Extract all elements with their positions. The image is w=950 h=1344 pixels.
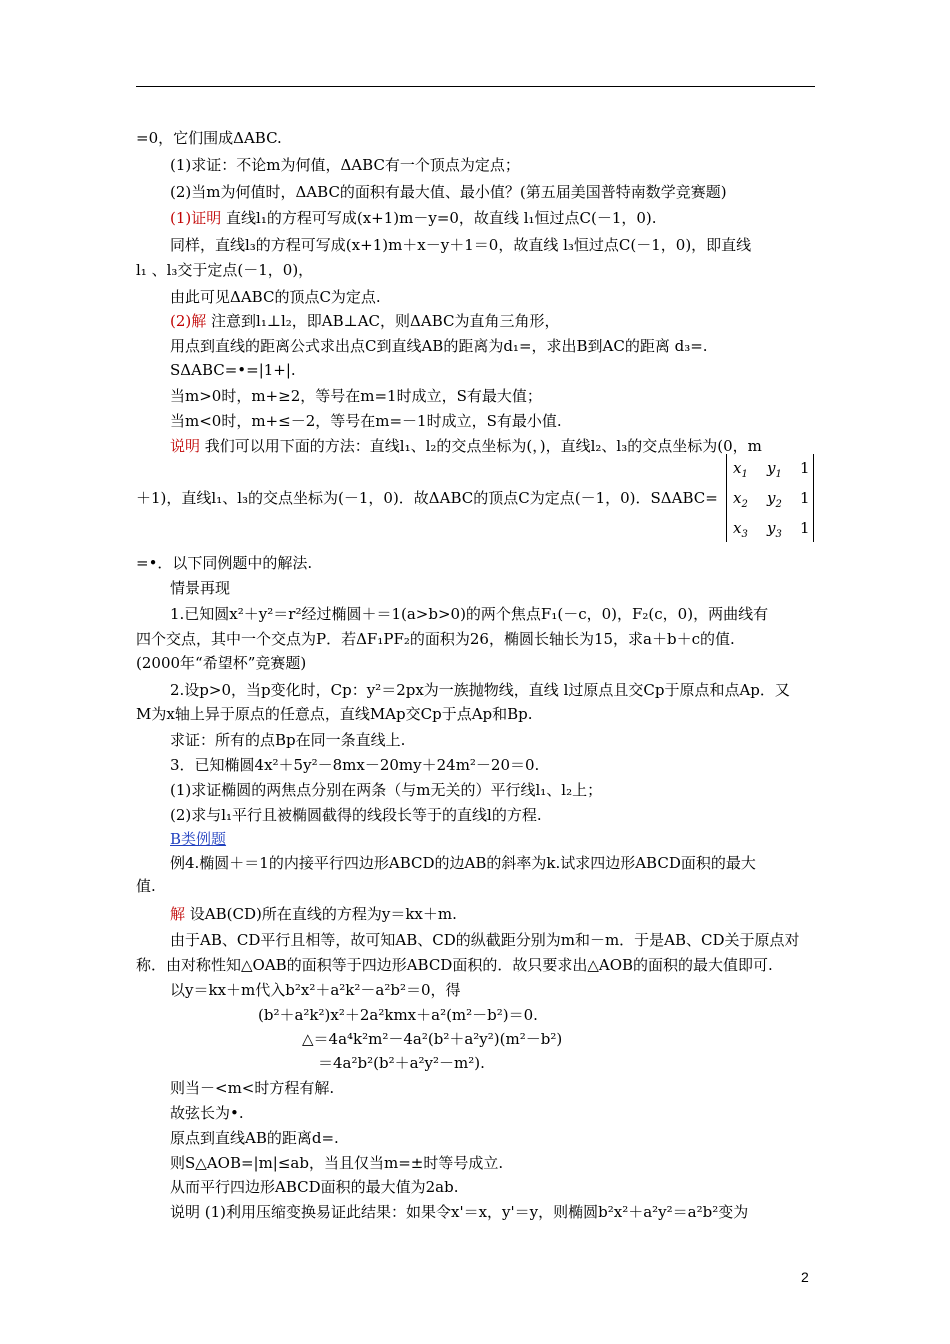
text-line bbox=[170, 730, 405, 750]
text-line bbox=[302, 1029, 562, 1049]
det-cell: $y_1$ bbox=[767, 459, 782, 480]
line-text: 值. bbox=[136, 877, 156, 895]
line-text: △＝4a⁴k²m²－4a²(b²＋a²y²)(m²－b²) bbox=[302, 1030, 563, 1048]
text-line bbox=[170, 436, 762, 456]
det-cell: 1 bbox=[800, 519, 810, 537]
line-text: 用点到直线的距离公式求出点C到直线AB的距离为d₁=，求出B到AC的距离 d₃=. bbox=[170, 337, 708, 355]
text-line bbox=[136, 653, 306, 673]
line-text: ＋1)，直线l₁、l₃的交点坐标为(－1，0)．故ΔABC的顶点C为定点(－1，0)．SΔABC= bbox=[136, 489, 718, 507]
text-line bbox=[170, 287, 381, 307]
section-label: (2)解 bbox=[170, 312, 212, 330]
text-line bbox=[136, 704, 533, 724]
text-line bbox=[170, 780, 602, 800]
line-text: 说明 (1)利用压缩变换易证此结果：如果令x'＝x，y'＝y，则椭圆b²x²＋a²y²＝a²b²变为 bbox=[170, 1203, 749, 1221]
text-line bbox=[170, 360, 296, 380]
text-line bbox=[170, 578, 230, 598]
line-text: 从而平行四边形ABCD面积的最大值为2ab. bbox=[170, 1178, 459, 1196]
text-line bbox=[170, 1202, 748, 1222]
line-text: (2000年“希望杯”竞赛题) bbox=[136, 654, 307, 672]
line-text: 直线l₁的方程可写成(x+1)m－y=0，故直线 l₁恒过点C(－1，0). bbox=[226, 209, 657, 227]
line-text: 1.已知圆x²＋y²＝r²经过椭圆＋＝1(a>b>0)的两个焦点F₁(－c，0)，F₂(c，0)，两曲线有 bbox=[170, 605, 769, 623]
line-text: 同样，直线l₃的方程可写成(x+1)m＋x－y＋1＝0，故直线 l₃恒过点C(－1，0)，即直线 bbox=[170, 236, 752, 254]
text-line bbox=[170, 1128, 339, 1148]
text-line bbox=[170, 386, 542, 406]
line-text: 3．已知椭圆4x²＋5y²－8mx－20my＋24m²－20＝0. bbox=[170, 756, 540, 774]
line-text: 当m<0时，m+≤－2，等号在m=－1时成立，S有最小值. bbox=[170, 412, 562, 430]
text-line bbox=[170, 208, 657, 228]
line-text: 原点到直线AB的距离d=. bbox=[170, 1129, 339, 1147]
text-line bbox=[170, 336, 708, 356]
line-text: 当m>0时，m+≥2，等号在m=1时成立，S有最大值； bbox=[170, 387, 542, 405]
line-text: 设AB(CD)所在直线的方程为y＝kx＋m. bbox=[189, 905, 457, 923]
text-line bbox=[170, 604, 768, 624]
line-text: 我们可以用下面的方法：直线l₁、l₂的交点坐标为(，)，直线l₂、l₃的交点坐标为(0，m bbox=[204, 437, 762, 455]
line-text: =0，它们围成ΔABC. bbox=[136, 129, 282, 147]
text-line bbox=[170, 805, 542, 825]
text-line bbox=[170, 853, 756, 873]
det-cell: 1 bbox=[800, 459, 810, 477]
text-line bbox=[170, 680, 790, 700]
text-line bbox=[170, 235, 751, 255]
det-cell: 1 bbox=[800, 489, 810, 507]
det-cell: $y_3$ bbox=[767, 519, 782, 540]
text-line bbox=[170, 930, 800, 950]
text-line bbox=[136, 629, 735, 649]
text-line bbox=[136, 955, 773, 975]
text-line bbox=[170, 1153, 503, 1173]
line-text: 称．由对称性知△OAB的面积等于四边形ABCD面积的．故只要求出△AOB的面积的最大值即可. bbox=[136, 956, 773, 974]
text-line bbox=[170, 411, 562, 431]
line-text: (1)求证：不论m为何值，ΔABC有一个顶点为定点； bbox=[170, 156, 520, 174]
line-text: SΔABC=•=|1+|. bbox=[170, 361, 296, 379]
det-cell: $x_1$ bbox=[733, 459, 748, 480]
text-line bbox=[136, 260, 313, 280]
section-label: 说明 bbox=[170, 437, 205, 455]
coordinate-determinant bbox=[726, 454, 814, 542]
text-line bbox=[170, 1078, 334, 1098]
line-text: 情景再现 bbox=[170, 579, 231, 597]
text-line bbox=[258, 1005, 538, 1025]
text-line bbox=[318, 1053, 485, 1073]
line-text: (2)当m为何值时，ΔABC的面积有最大值、最小值？(第五届美国普特南数学竞赛题) bbox=[170, 183, 727, 201]
page-number: 2 bbox=[801, 1269, 809, 1285]
det-cell: $y_2$ bbox=[767, 489, 782, 510]
text-line bbox=[136, 553, 312, 573]
text-line bbox=[170, 755, 539, 775]
line-text: 故弦长为•. bbox=[170, 1104, 244, 1122]
det-cell: $x_2$ bbox=[733, 489, 748, 510]
text-line bbox=[170, 1177, 459, 1197]
text-line bbox=[136, 488, 718, 508]
line-text: M为x轴上异于原点的任意点，直线MAp交Cp于点Ap和Bp. bbox=[136, 705, 533, 723]
section-label: (1)证明 bbox=[170, 209, 227, 227]
text-line bbox=[170, 980, 461, 1000]
section-link[interactable]: B类例题 bbox=[170, 830, 227, 848]
text-line bbox=[136, 876, 156, 896]
det-cell: $x_3$ bbox=[733, 519, 748, 540]
text-line bbox=[170, 1103, 244, 1123]
text-line bbox=[170, 829, 226, 849]
line-text: (1)求证椭圆的两焦点分别在两条（与m无关的）平行线l₁、l₂上； bbox=[170, 781, 603, 799]
text-line bbox=[170, 155, 520, 175]
line-text: 由此可见ΔABC的顶点C为定点. bbox=[170, 288, 381, 306]
line-text: 例4.椭圆＋＝1的内接平行四边形ABCD的边AB的斜率为k.试求四边形ABCD面积的最大 bbox=[170, 854, 756, 872]
line-text: ＝4a²b²(b²＋a²y²－m²). bbox=[318, 1054, 485, 1072]
line-text: 注意到l₁⊥l₂，即AB⊥AC，则ΔABC为直角三角形， bbox=[211, 312, 560, 330]
text-line bbox=[170, 182, 727, 202]
line-text: 则S△AOB=|m|≤ab，当且仅当m=±时等号成立. bbox=[170, 1154, 504, 1172]
line-text: l₁ 、l₃交于定点(－1，0)， bbox=[136, 261, 314, 279]
line-text: 四个交点，其中一个交点为P．若ΔF₁PF₂的面积为26，椭圆长轴长为15，求a＋b＋c的值. bbox=[136, 630, 735, 648]
text-line bbox=[170, 311, 559, 331]
line-text: =•．以下同例题中的解法. bbox=[136, 554, 313, 572]
text-line bbox=[170, 904, 457, 924]
line-text: 由于AB、CD平行且相等，故可知AB、CD的纵截距分别为m和－m．于是AB、CD关于原点对 bbox=[170, 931, 800, 949]
section-label: 解 bbox=[170, 905, 190, 923]
line-text: (b²＋a²k²)x²＋2a²kmx＋a²(m²－b²)＝0. bbox=[258, 1006, 538, 1024]
line-text: 求证：所有的点Bp在同一条直线上. bbox=[170, 731, 406, 749]
line-text: 则当－<m<时方程有解. bbox=[170, 1079, 335, 1097]
line-text: 以y＝kx＋m代入b²x²＋a²k²－a²b²＝0，得 bbox=[170, 981, 461, 999]
line-text: 2.设p>0，当p变化时，Cp：y²＝2px为一族抛物线，直线 l过原点且交Cp于原点和点Ap．又 bbox=[170, 681, 790, 699]
line-text: (2)求与l₁平行且被椭圆截得的线段长等于的直线l的方程. bbox=[170, 806, 542, 824]
text-line bbox=[136, 128, 282, 148]
header-rule bbox=[136, 86, 815, 87]
